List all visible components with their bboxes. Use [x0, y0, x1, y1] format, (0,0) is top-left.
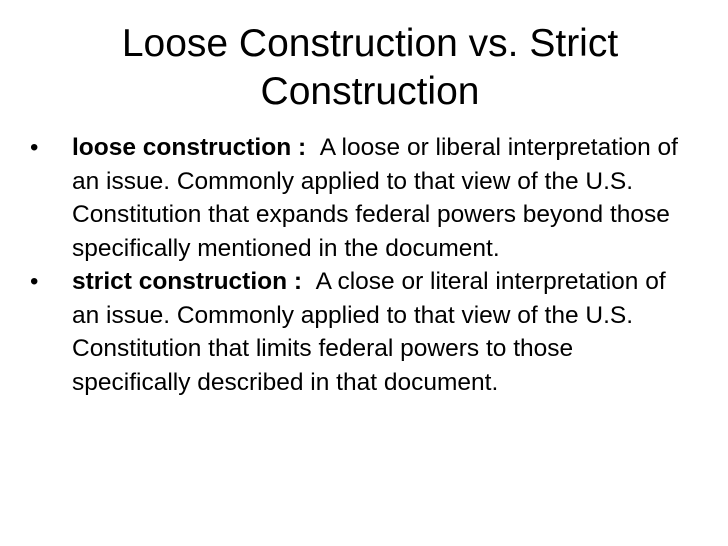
term-definition: A close or literal interpretation of an issue. Commonly applied to that view of the U.S. Constitution that limits federal powers to those specifically described in that document.	[72, 268, 666, 396]
term-label: strict construction :	[72, 268, 303, 295]
bullet-icon: •	[30, 268, 39, 295]
bullet-icon: •	[30, 134, 39, 161]
bullet-list	[28, 131, 688, 399]
bullet-item-strict-construction	[28, 265, 688, 399]
slide-title: Loose Construction vs. Strict Construction	[121, 22, 619, 113]
bullet-item-loose-construction	[28, 131, 688, 265]
term-definition: A loose or liberal interpretation of an issue. Commonly applied to that view of the U.S. Constitution that expands federal powers beyond those specifically mentioned in the document.	[72, 134, 678, 262]
term-label: loose construction :	[72, 134, 307, 161]
